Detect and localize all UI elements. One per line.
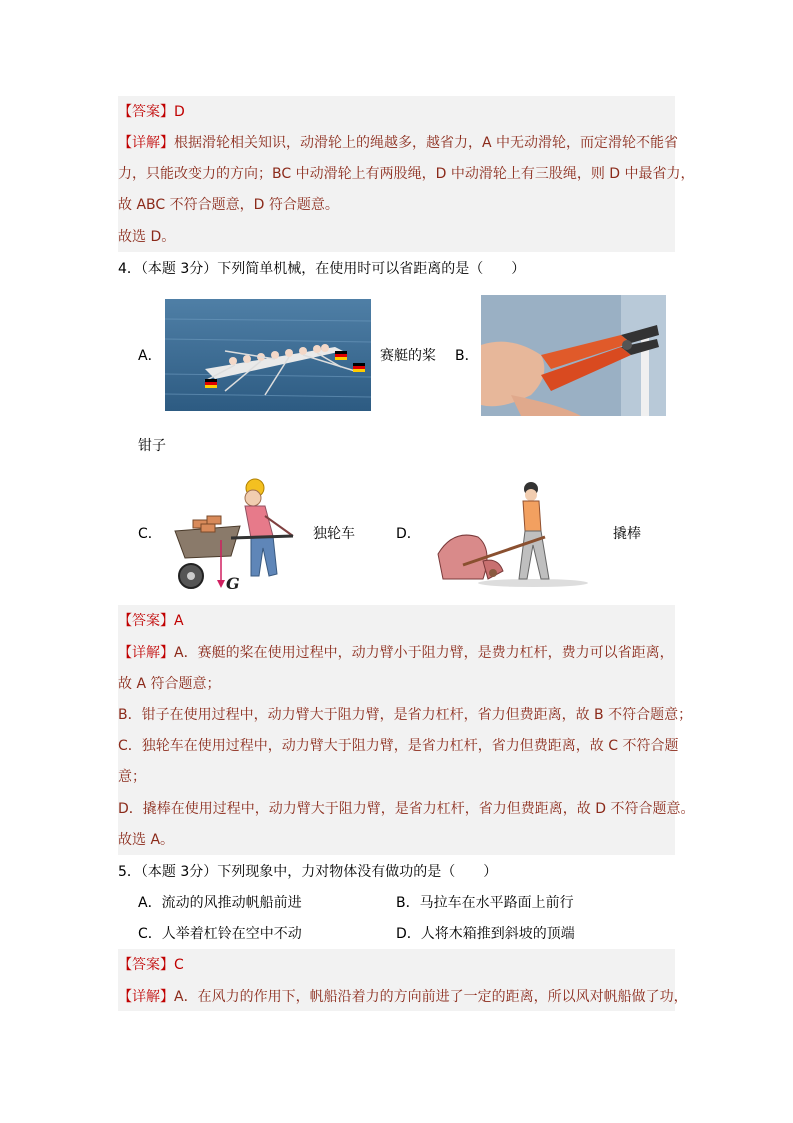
q4-detail-line-7: 故选 A。 [118,832,175,848]
answer-value: D [174,104,185,120]
detail-tag: 【详解】 [118,135,174,151]
gravity-label: G [226,574,240,593]
pliers-image [481,295,666,416]
rowing-boat-image [165,299,371,411]
q5-answer-line: 【答案】C [118,957,184,973]
wheelbarrow-image [165,476,300,594]
q5-option-d: D．人将木箱推到斜坡的顶端 [396,926,575,942]
q3-detail-line-2: 力，只能改变力的方向；BC 中动滑轮上有两股绳，D 中动滑轮上有三股绳，则 D 中最省力， [118,166,695,182]
q4-option-d-label: 撬棒 [613,526,641,542]
answer-tag: 【答案】 [118,104,174,120]
q4-option-b-letter: B． [455,348,479,364]
q5-option-a: A．流动的风推动帆船前进 [138,895,302,911]
q4-detail-line-6: D．撬棒在使用过程中，动力臂大于阻力臂，是省力杠杆，省力但费距离，故 D 不符合题意。 [118,801,695,817]
q4-answer-line: 【答案】A [118,613,184,629]
q4-detail-line-4: C．独轮车在使用过程中，动力臂大于阻力臂，是省力杠杆，省力但费距离，故 C 不符合题 [118,738,679,754]
q4-detail-line-2: 故 A 符合题意； [118,676,221,692]
q3-detail-line-4: 故选 D。 [118,229,176,245]
q4-option-b-label: 钳子 [138,438,166,454]
q5-option-c: C．人举着杠铃在空中不动 [138,926,302,942]
q3-answer-line [118,102,185,122]
q4-detail-line-3: B．钳子在使用过程中，动力臂大于阻力臂，是省力杠杆，省力但费距离，故 B 不符合题意； [118,707,693,723]
crowbar-image [433,479,593,589]
q3-detail-line-3: 故 ABC 不符合题意，D 符合题意。 [118,197,339,213]
q5-detail-line-1: 【详解】A．在风力的作用下，帆船沿着力的方向前进了一定的距离，所以风对帆船做了功， [118,989,688,1005]
q4-detail-line-1: 【详解】A．赛艇的桨在使用过程中，动力臂小于阻力臂，是费力杠杆，费力可以省距离， [118,645,674,661]
q5-stem: 5．（本题 3分）下列现象中，力对物体没有做功的是（ ） [118,864,498,880]
q4-option-c-label: 独轮车 [313,526,355,542]
q5-option-b: B．马拉车在水平路面上前行 [396,895,574,911]
q4-stem: 4．（本题 3分）下列简单机械，在使用时可以省距离的是（ ） [118,261,526,277]
q4-option-a-letter: A． [138,348,162,364]
q3-detail-line-1: 【详解】根据滑轮相关知识，动滑轮上的绳越多，越省力，A 中无动滑轮，而定滑轮不能省 [118,135,679,151]
q4-option-c-letter: C． [138,526,162,542]
q4-option-d-letter: D． [396,526,421,542]
q4-detail-line-5: 意； [118,769,146,785]
q4-option-a-label: 赛艇的桨 [380,348,436,364]
